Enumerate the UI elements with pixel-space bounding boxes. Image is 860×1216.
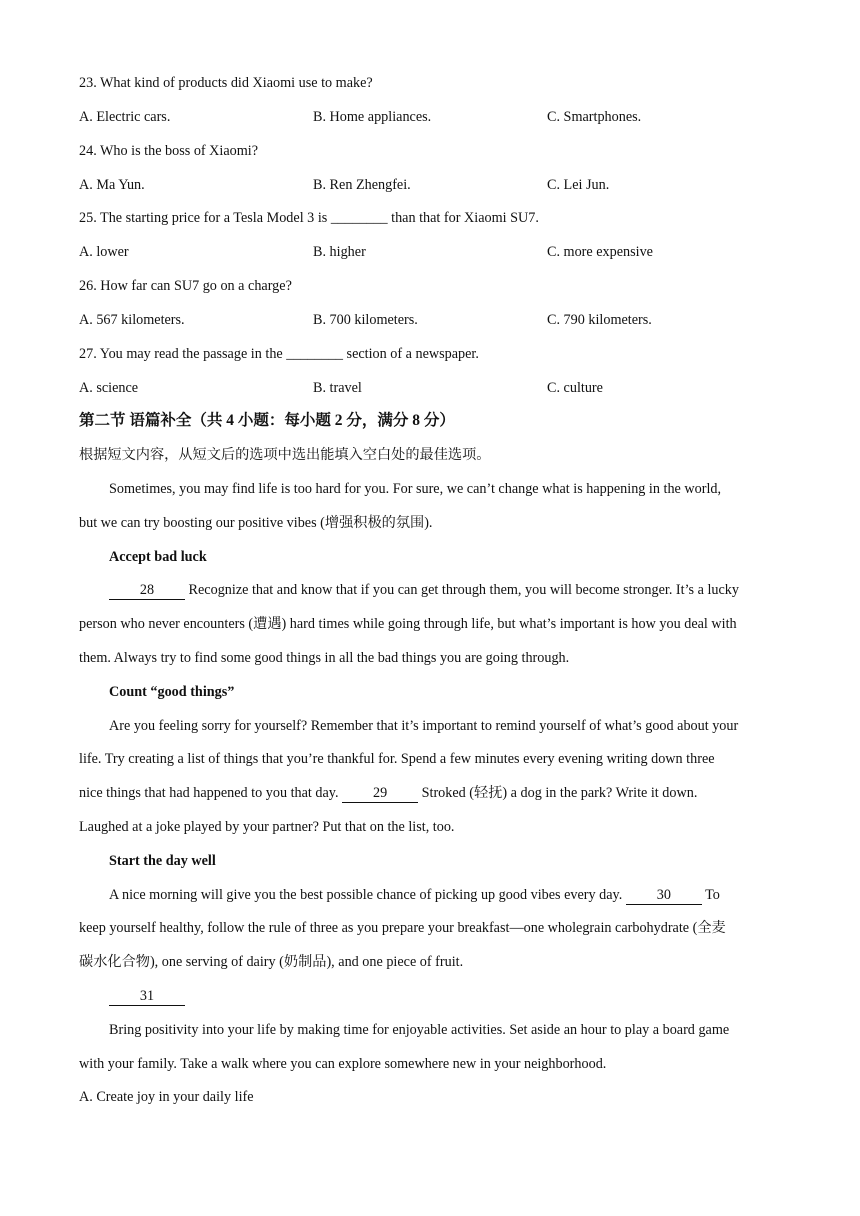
paragraph-line xyxy=(109,885,720,905)
question-26-option-a: A. 567 kilometers. xyxy=(79,312,185,328)
question-24-option-a: A. Ma Yun. xyxy=(79,177,145,193)
paragraph-line: Are you feeling sorry for yourself? Remember that it’s important to remind yourself of what’s good about your xyxy=(109,718,739,734)
paragraph-line: Bring positivity into your life by making time for enjoyable activities. Set aside an hour to play a board game xyxy=(109,1022,730,1038)
blank-30[interactable]: 30 xyxy=(626,887,702,905)
question-23-stem: 23. What kind of products did Xiaomi use to make? xyxy=(79,75,373,91)
blank-28[interactable]: 28 xyxy=(109,582,185,600)
question-25-option-b: B. higher xyxy=(313,244,366,260)
question-24-stem: 24. Who is the boss of Xiaomi? xyxy=(79,143,259,159)
question-25-option-c: C. more expensive xyxy=(547,244,653,260)
answer-option-a: A. Create joy in your daily life xyxy=(79,1089,254,1105)
paragraph-text: To xyxy=(701,887,720,903)
passage-intro-line: but we can try boosting our positive vibes (增强积极的氛围). xyxy=(79,515,433,531)
question-27-stem: 27. You may read the passage in the ________ section of a newspaper. xyxy=(79,346,479,362)
question-24-option-c: C. Lei Jun. xyxy=(547,177,610,193)
question-23-option-b: B. Home appliances. xyxy=(313,109,432,125)
question-25-option-a: A. lower xyxy=(79,244,129,260)
subheading-count-good-things: Count “good things” xyxy=(109,684,235,700)
question-27-option-a: A. science xyxy=(79,380,139,396)
paragraph-text: Recognize that and know that if you can get through them, you will become stronger. It’s a lucky xyxy=(185,582,739,598)
question-26-option-c: C. 790 kilometers. xyxy=(547,312,652,328)
question-23-option-c: C. Smartphones. xyxy=(547,109,642,125)
paragraph-text: nice things that had happened to you that day. xyxy=(79,785,343,801)
paragraph-line: them. Always try to find some good things in all the bad things you are going through. xyxy=(79,650,570,666)
question-23-option-a: A. Electric cars. xyxy=(79,109,171,125)
paragraph-line: Laughed at a joke played by your partner? Put that on the list, too. xyxy=(79,819,455,835)
paragraph-line: life. Try creating a list of things that you’re thankful for. Spend a few minutes every evening writing down three xyxy=(79,751,715,767)
paragraph-line xyxy=(79,783,697,803)
paragraph-line: person who never encounters (遭遇) hard times while going through life, but what’s important is how you deal with xyxy=(79,616,737,632)
blank-29[interactable]: 29 xyxy=(342,785,418,803)
passage-intro-line: Sometimes, you may find life is too hard for you. For sure, we can’t change what is happening in the world, xyxy=(109,481,722,497)
question-25-stem: 25. The starting price for a Tesla Model 3 is ________ than that for Xiaomi SU7. xyxy=(79,210,539,226)
paragraph-line xyxy=(109,580,739,600)
question-26-stem: 26. How far can SU7 go on a charge? xyxy=(79,278,292,294)
question-24-option-b: B. Ren Zhengfei. xyxy=(313,177,411,193)
question-27-option-b: B. travel xyxy=(313,380,362,396)
paragraph-line: keep yourself healthy, follow the rule of three as you prepare your breakfast—one wholegrain carbohydrate (全麦 xyxy=(79,920,726,936)
paragraph-text: Stroked (轻抚) a dog in the park? Write it down. xyxy=(418,785,698,801)
section-heading: 第二节 语篇补全（共 4 小题：每小题 2 分，满分 8 分） xyxy=(79,412,455,429)
paragraph-text: A nice morning will give you the best possible chance of picking up good vibes every day. xyxy=(109,887,626,903)
question-27-option-c: C. culture xyxy=(547,380,603,396)
subheading-start-the-day-well: Start the day well xyxy=(109,853,216,869)
paragraph-line: 碳水化合物), one serving of dairy (奶制品), and one piece of fruit. xyxy=(79,954,464,970)
subheading-accept-bad-luck: Accept bad luck xyxy=(109,549,207,565)
question-26-option-b: B. 700 kilometers. xyxy=(313,312,418,328)
section-instruction: 根据短文内容，从短文后的选项中选出能填入空白处的最佳选项。 xyxy=(79,447,491,463)
paragraph-line xyxy=(109,986,185,1006)
blank-31[interactable]: 31 xyxy=(109,988,185,1006)
paragraph-line: with your family. Take a walk where you can explore somewhere new in your neighborhood. xyxy=(79,1056,607,1072)
